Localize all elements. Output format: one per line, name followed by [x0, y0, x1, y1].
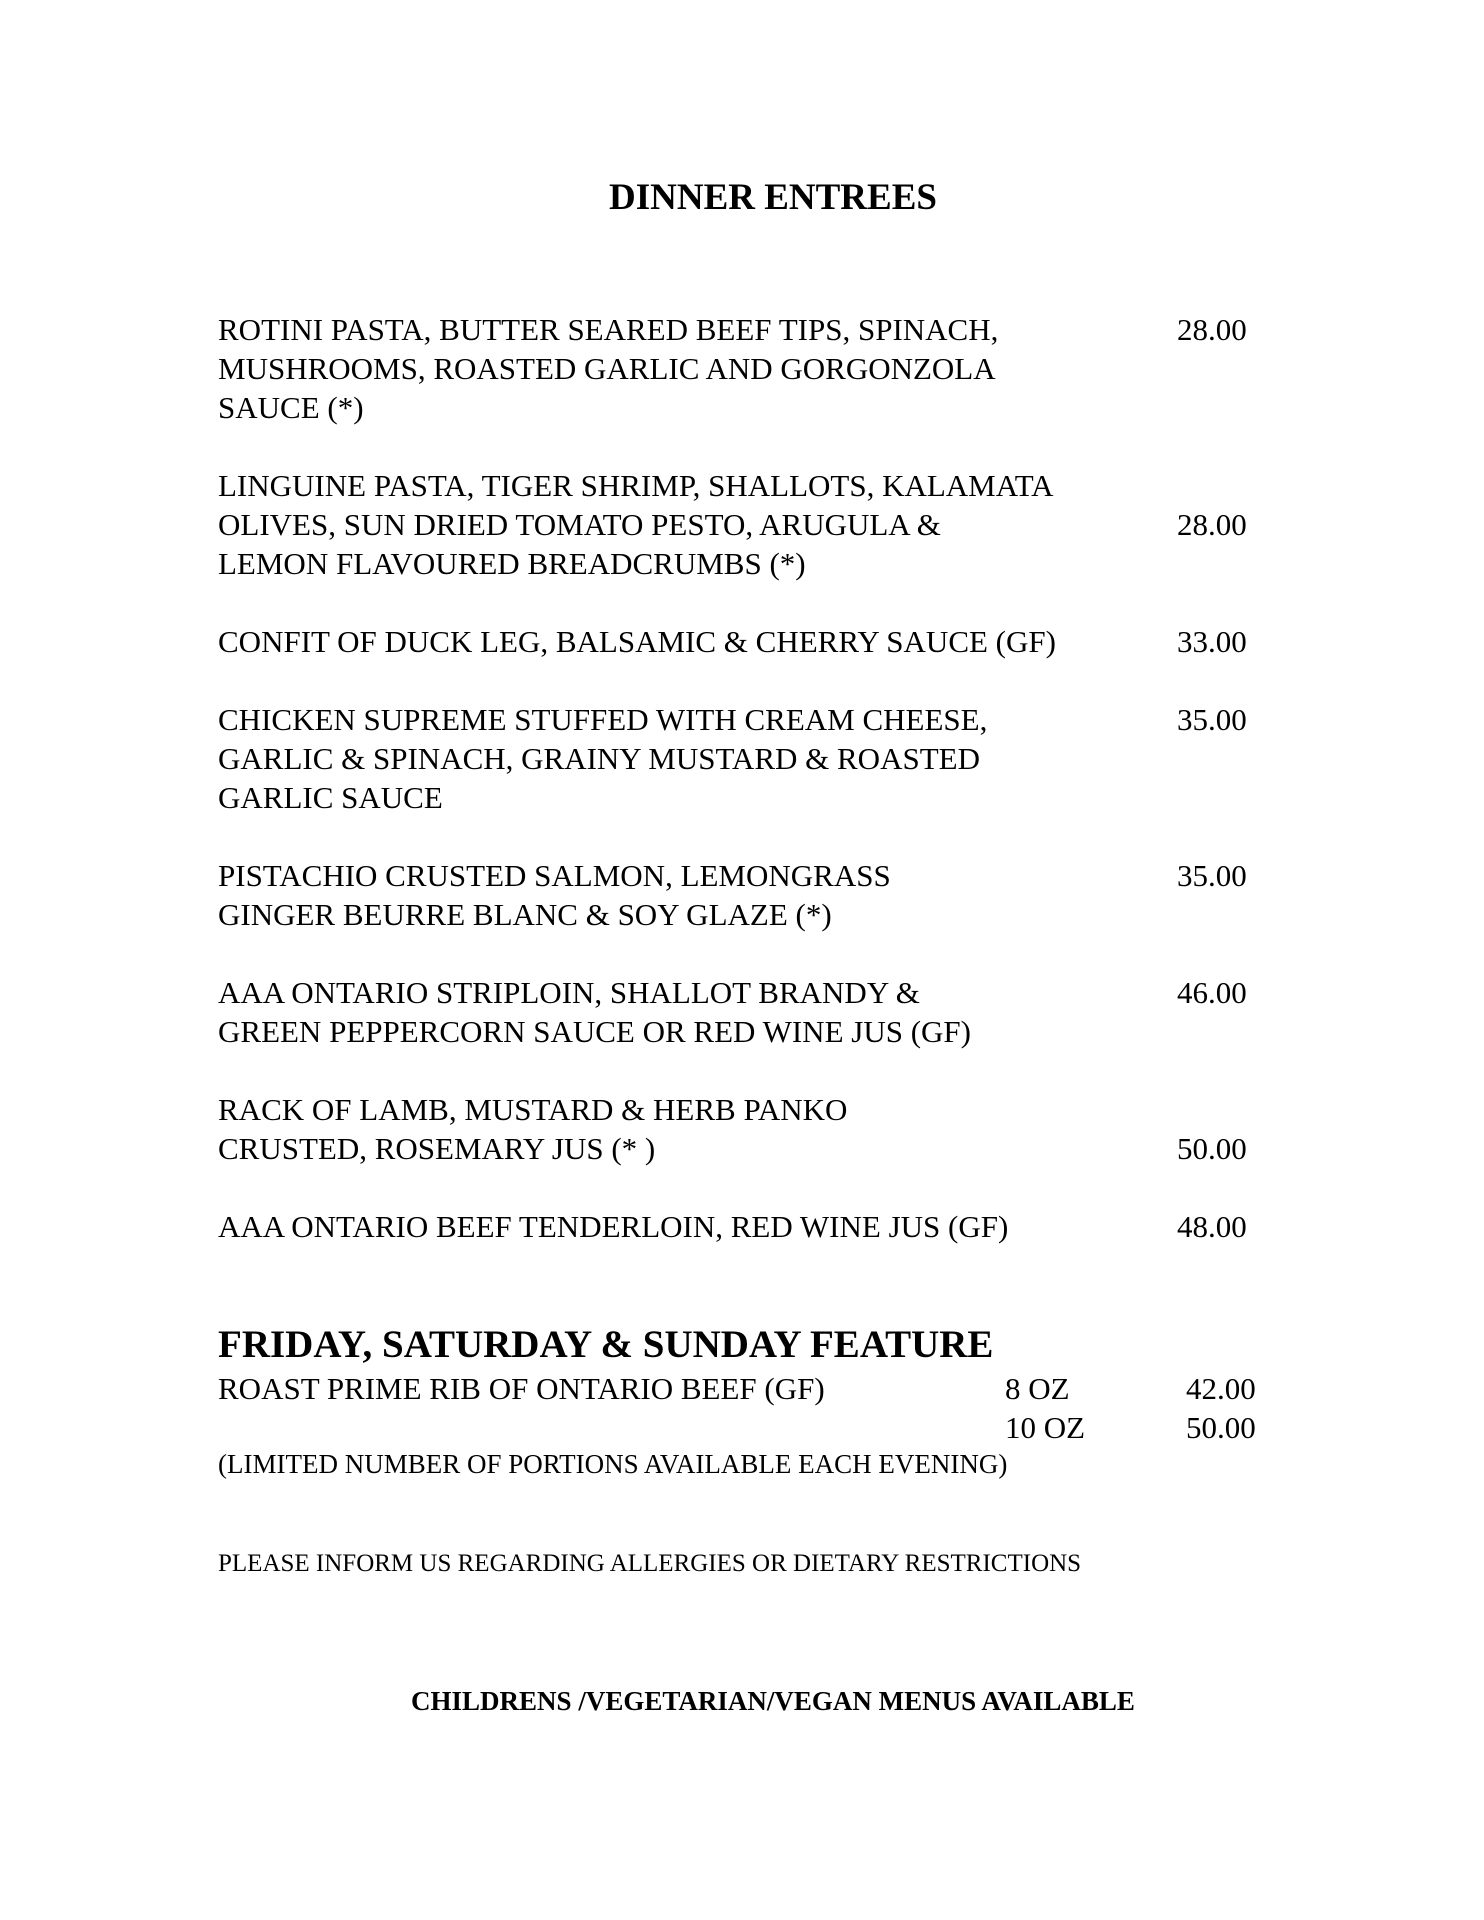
feature-price-8oz: 42.00	[1186, 1371, 1256, 1406]
item-line: LINGUINE PASTA, TIGER SHRIMP, SHALLOTS, KALAMATA	[218, 468, 1054, 503]
item-line: RACK OF LAMB, MUSTARD & HERB PANKO	[218, 1092, 848, 1127]
item-line: SAUCE (*)	[218, 390, 364, 425]
item-line: CONFIT OF DUCK LEG, BALSAMIC & CHERRY SAUCE (GF)	[218, 624, 1056, 659]
item-line: CHICKEN SUPREME STUFFED WITH CREAM CHEESE,	[218, 702, 988, 737]
price-duck: 33.00	[1177, 624, 1247, 659]
item-line: AAA ONTARIO BEEF TENDERLOIN, RED WINE JUS (GF)	[218, 1209, 1009, 1244]
item-line: CRUSTED, ROSEMARY JUS (* )	[218, 1131, 656, 1166]
price-salmon: 35.00	[1177, 858, 1247, 893]
feature-note: (LIMITED NUMBER OF PORTIONS AVAILABLE EACH EVENING)	[218, 1449, 1008, 1479]
menus-available-note: CHILDRENS /VEGETARIAN/VEGAN MENUS AVAILABLE	[411, 1686, 1135, 1716]
feature-size-10oz: 10 OZ	[1005, 1410, 1086, 1445]
item-line: GINGER BEURRE BLANC & SOY GLAZE (*)	[218, 897, 832, 932]
allergy-note: PLEASE INFORM US REGARDING ALLERGIES OR DIETARY RESTRICTIONS	[218, 1550, 1082, 1577]
price-lamb: 50.00	[1177, 1131, 1247, 1166]
price-chicken: 35.00	[1177, 702, 1247, 737]
item-line: AAA ONTARIO STRIPLOIN, SHALLOT BRANDY &	[218, 975, 920, 1010]
menu-item-rotini	[218, 310, 1218, 427]
item-line: GREEN PEPPERCORN SAUCE OR RED WINE JUS (GF)	[218, 1014, 971, 1049]
feature-item: ROAST PRIME RIB OF ONTARIO BEEF (GF)	[218, 1371, 825, 1406]
page-title: DINNER ENTREES	[609, 177, 937, 218]
menu-item-chicken	[218, 700, 1218, 817]
item-line: OLIVES, SUN DRIED TOMATO PESTO, ARUGULA &	[218, 507, 941, 542]
menu-item-tenderloin	[218, 1207, 1218, 1246]
menu-item-lamb	[218, 1090, 1218, 1168]
menu-item-linguine	[218, 466, 1218, 583]
feature-heading: FRIDAY, SATURDAY & SUNDAY FEATURE	[218, 1323, 994, 1366]
menu-item-duck	[218, 622, 1218, 661]
feature-price-10oz: 50.00	[1186, 1410, 1256, 1445]
feature-size-8oz: 8 OZ	[1005, 1371, 1070, 1406]
menu-item-salmon	[218, 856, 1218, 934]
item-line: ROTINI PASTA, BUTTER SEARED BEEF TIPS, SPINACH,	[218, 312, 999, 347]
menu-item-striploin	[218, 973, 1218, 1051]
item-line: MUSHROOMS, ROASTED GARLIC AND GORGONZOLA	[218, 351, 996, 386]
item-line: GARLIC & SPINACH, GRAINY MUSTARD & ROASTED	[218, 741, 980, 776]
item-line: GARLIC SAUCE	[218, 780, 443, 815]
price-striploin: 46.00	[1177, 975, 1247, 1010]
price-rotini: 28.00	[1177, 312, 1247, 347]
price-linguine: 28.00	[1177, 507, 1247, 542]
item-line: PISTACHIO CRUSTED SALMON, LEMONGRASS	[218, 858, 891, 893]
item-line: LEMON FLAVOURED BREADCRUMBS (*)	[218, 546, 806, 581]
price-tenderloin: 48.00	[1177, 1209, 1247, 1244]
